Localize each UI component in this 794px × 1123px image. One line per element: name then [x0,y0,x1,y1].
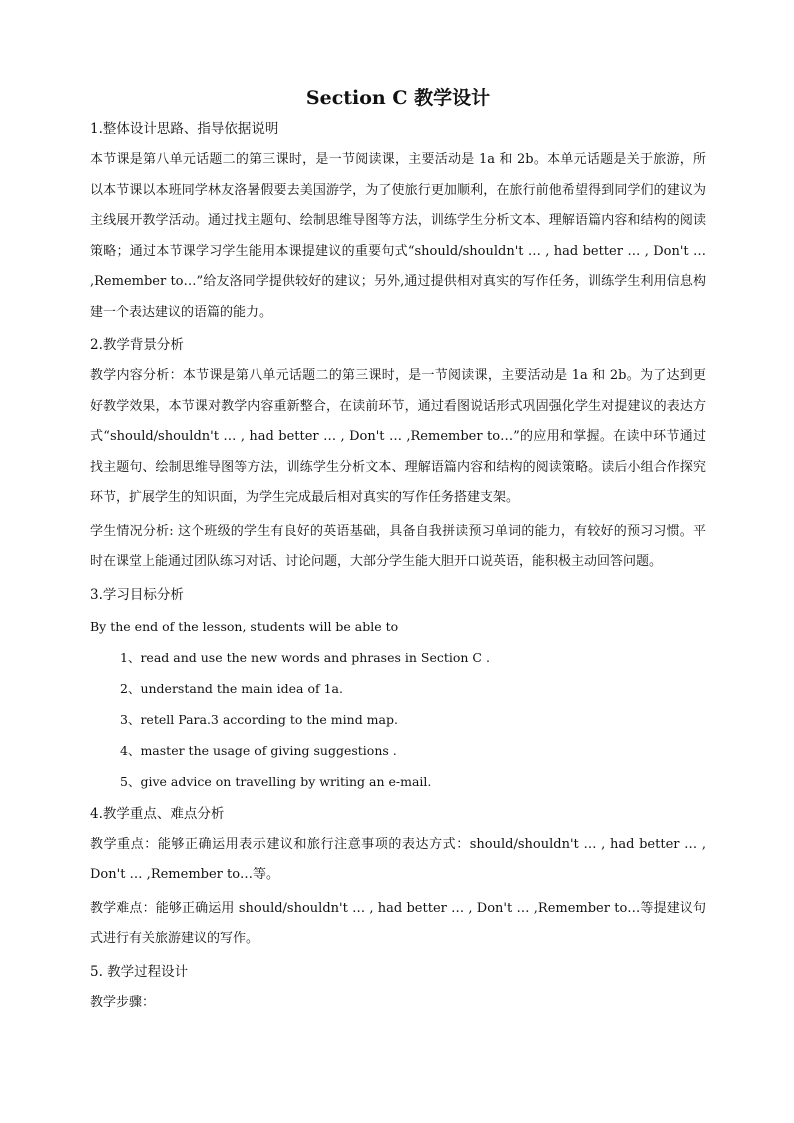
section-4-key-points: 教学重点：能够正确运用表示建议和旅行注意事项的表达方式：should/shouldn't … , had better … , Don't … ,Remember to…等。 [90,836,706,882]
section-4-heading: 4.教学重点、难点分析 [90,805,225,822]
section-2-paragraph-content-analysis: 教学内容分析：本节课是第八单元话题二的第三课时，是一节阅读课，主要活动是 1a 和 2b。为了达到更好教学效果，本节课对教学内容重新整合，在读前环节，通过看图说话形式巩固强化学生对提建议的表达方式“should/shouldn't … , had better … , Don't … ,Remember to…”的应用和掌握。在读中环节通过找主题句、绘制思维导图等方法，训练学生分析文本、理解语篇内容和结构的阅读策略。读后小组合作探究环节，扩展学生的知识面，为学生完成最后相对真实的写作任务搭建支架。 [90,368,706,505]
objectives-list [90,642,706,797]
section-2-paragraph-student-analysis: 学生情况分析: 这个班级的学生有良好的英语基础，具备自我拼读预习单词的能力，有较好的预习习惯。平时在课堂上能通过团队练习对话、讨论问题，大部分学生能大胆开口说英语，能积极主动回答问题。 [90,523,706,569]
objective-item: 2、understand the main idea of 1a. [120,680,343,696]
section-1-paragraph: 本节课是第八单元话题二的第三课时，是一节阅读课，主要活动是 1a 和 2b。本单元话题是关于旅游，所以本节课以本班同学林友洛暑假要去美国游学，为了使旅行更加顺利，在旅行前他希望得到同学们的建议为主线展开教学活动。通过找主题句、绘制思维导图等方法，训练学生分析文本、理解语篇内容和结构的阅读策略；通过本节课学习学生能用本课提建议的重要句式“should/shouldn't … , had better … , Don't … ,Remember to…”给友洛同学提供较好的建议；另外,通过提供相对真实的写作任务，训练学生利用信息构建一个表达建议的语篇的能力。 [90,152,706,320]
objective-item: 5、give advice on travelling by writing an e-mail. [120,773,432,789]
section-2-heading: 2.教学背景分析 [90,337,184,353]
objective-item: 1、read and use the new words and phrases in Section C . [120,649,490,665]
document-title: Section C 教学设计 [305,87,491,109]
section-1-heading: 1.整体设计思路、指导依据说明 [90,121,279,137]
objective-item: 4、master the usage of giving suggestions . [120,742,397,758]
document-page [90,84,706,1018]
section-4-difficult-points: 教学难点：能够正确运用 should/shouldn't … , had better … , Don't … ,Remember to…等提建议句式进行有关旅游建议的写作。 [90,900,706,946]
section-5-heading: 5. 教学过程设计 [90,963,189,980]
section-5-steps-label: 教学步骤： [90,994,156,1010]
objective-item: 3、retell Para.3 according to the mind map. [120,711,398,727]
section-3-heading: 3.学习目标分析 [90,586,184,603]
objectives-intro: By the end of the lesson, students will be able to [90,618,399,634]
